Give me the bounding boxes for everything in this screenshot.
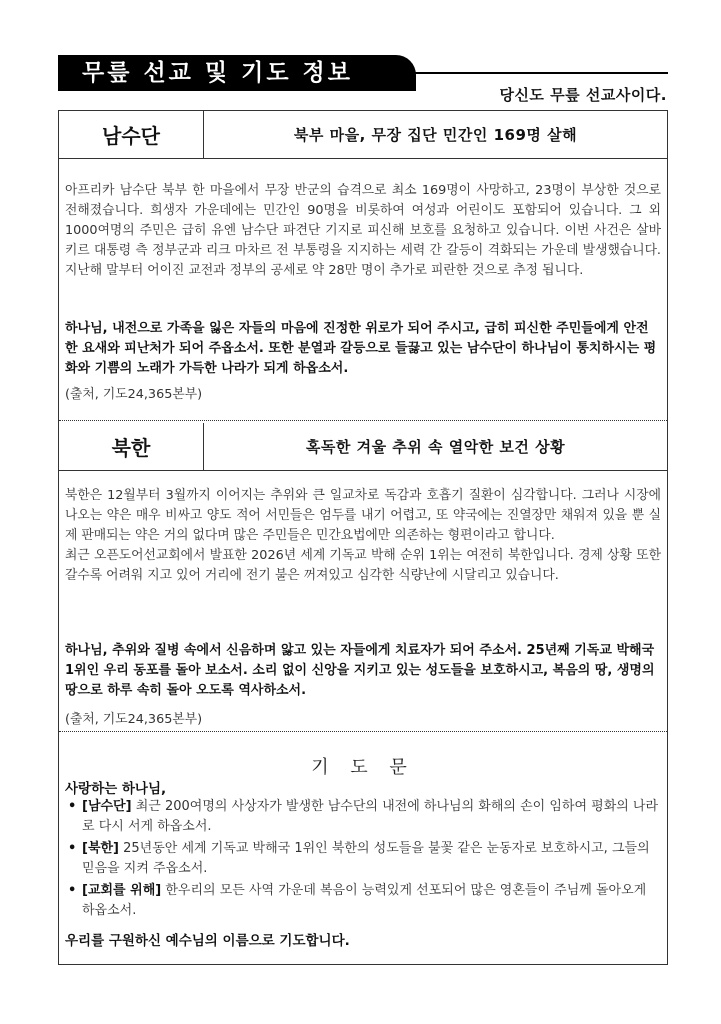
prayer-item-tag: [교회를 위해] [82, 883, 162, 898]
prayer-item [65, 797, 661, 837]
prayer-item-text: 한우리의 모든 사역 가운데 복음이 능력있게 선포되어 많은 영혼들이 주님께 돌아오게 하옵소서. [82, 883, 647, 918]
prayer-list [65, 797, 661, 923]
section-prayer: 하나님, 내전으로 가족을 잃은 자들의 마음에 진정한 위로가 되어 주시고, 급히 피신한 주민들에게 안전한 요새와 피난처가 되어 주옵소서. 또한 분열과 갈등으로 들끓고 있는 남수단이 하나님이 통치하시는 평화와 기쁨의 노래가 가득한 나라가 되게 하옵소서. [65, 321, 657, 376]
region-label: 북한 [59, 423, 204, 470]
region-label: 남수단 [59, 111, 204, 158]
body-paragraph: 최근 오픈도어선교회에서 발표한 2026년 세계 기독교 박해 순위 1위는 여전히 북한입니다. 경제 상황 또한 갈수록 어려워 지고 있어 거리에 전기 불은 꺼져있고 심각한 식량난에 시달리고 있습니다. [65, 548, 661, 583]
section-body [65, 181, 661, 281]
prayer-title: 기 도 문 [311, 757, 415, 778]
bullet-icon: • [68, 841, 77, 856]
body-paragraph: 아프리카 남수단 북부 한 마을에서 무장 반군의 습격으로 최소 169명이 사망하고, 23명이 부상한 것으로 전해졌습니다. 희생자 가운데에는 민간인 90명을 비롯하여 여성과 어린이도 포함되어 있습니다. 그 외 1000여명의 주민은 급히 유엔 남수단 파견단 기지로 피신해 보호를 요청하고 있습니다. 이번 사건은 살바키르 대통령 측 정부군과 리크 마차르 전 부통령을 지지하는 세력 간 갈등이 격화되는 가운데 발생했습니다. 지난해 말부터 어이진 교전과 정부의 공세로 약 28만 명이 추가로 피란한 것으로 추정 됩니다. [65, 183, 661, 278]
source-note: (출처, 기도24,365본부) [65, 712, 203, 727]
section-prayer: 하나님, 추위와 질병 속에서 신음하며 앓고 있는 자들에게 치료자가 되어 주소서. 25년째 기독교 박해국 1위인 우리 동포를 돌아 보소서. 소리 없이 신앙을 지키고 있는 성도들을 보호하시고, 복음의 땅, 생명의 땅으로 하루 속히 돌아 오도록 역사하소서. [65, 643, 655, 698]
section-header-north-korea [59, 423, 667, 471]
bullet-icon: • [68, 883, 77, 898]
prayer-item [65, 881, 661, 921]
bullet-icon: • [68, 799, 77, 814]
section-header-south-sudan [59, 111, 667, 159]
page-title: 무릎 선교 및 기도 정보 [58, 55, 416, 91]
prayer-item-tag: [북한] [82, 841, 119, 856]
section-headline: 북부 마을, 무장 집단 민간인 169명 살해 [293, 126, 578, 144]
content-frame [58, 110, 668, 965]
dotted-divider [59, 731, 667, 732]
prayer-item-tag: [남수단] [82, 799, 132, 814]
prayer-item-text: 최근 200여명의 사상자가 발생한 남수단의 내전에 하나님의 화해의 손이 임하여 평화의 나라로 다시 서게 하옵소서. [82, 799, 659, 834]
section-body [65, 486, 661, 586]
prayer-item-text: 25년동안 세계 기독교 박해국 1위인 북한의 성도들을 불꽃 같은 눈동자로 보호하시고, 그들의 믿음을 지켜 주옵소서. [82, 841, 650, 876]
dotted-divider [59, 420, 667, 421]
prayer-item [65, 839, 661, 879]
prayer-greeting: 사랑하는 하나님, [65, 781, 167, 797]
title-rule [400, 72, 668, 74]
source-note: (출처, 기도24,365본부) [65, 387, 203, 402]
tagline: 당신도 무릎 선교사이다. [499, 86, 667, 104]
body-paragraph: 북한은 12월부터 3월까지 이어지는 추위와 큰 일교차로 독감과 호흡기 질환이 심각합니다. 그러나 시장에 나오는 약은 매우 비싸고 양도 적어 서민들은 엄두를 내기 어렵고, 또 약국에는 진열장만 채워져 있을 뿐 실제 판매되는 약은 거의 없다며 많은 주민들은 민간요법에만 의존하는 형편이라고 합니다. [65, 488, 661, 543]
section-headline: 혹독한 겨울 추위 속 열악한 보건 상황 [305, 438, 566, 456]
prayer-closing: 우리를 구원하신 예수님의 이름으로 기도합니다. [65, 933, 350, 949]
